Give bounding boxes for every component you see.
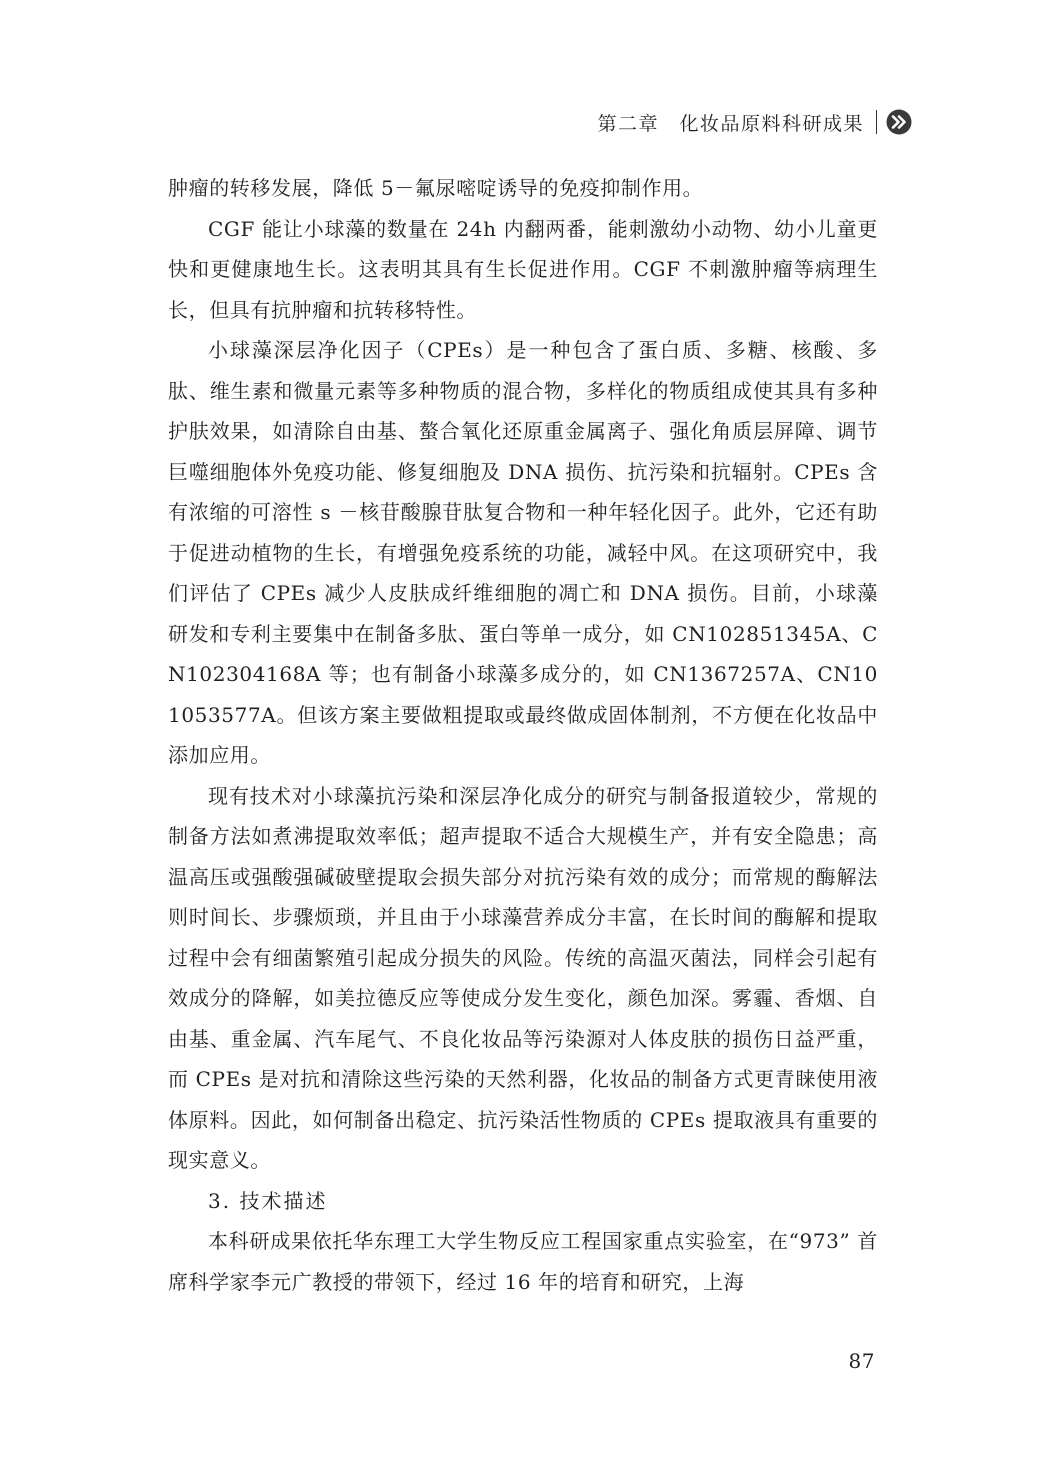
chapter-title: 第二章 化妆品原料科研成果 <box>597 112 864 135</box>
running-header <box>597 106 912 138</box>
section-heading: 3. 技术描述 <box>208 1188 328 1213</box>
paragraph-1: 肿瘤的转移发展，降低 5－氟尿嘧啶诱导的免疫抑制作用。 <box>168 176 704 200</box>
header-divider <box>876 110 877 134</box>
body-text <box>168 168 878 1302</box>
double-chevron-right-icon <box>886 109 912 135</box>
paragraph-3: 小球藻深层净化因子（CPEs）是一种包含了蛋白质、多糖、核酸、多肽、维生素和微量元素等多种物质的混合物，多样化的物质组成使其具有多种护肤效果，如清除自由基、螯合氧化还原重金属离子、强化角质层屏障、调节巨噬细胞体外免疫功能、修复细胞及 DNA 损伤、抗污染和抗辐射。CPEs 含有浓缩的可溶性 s －核苷酸腺苷肽复合物和一种年轻化因子。此外，它还有助于促进动植物的生长，有增强免疫系统的功能，减轻中风。在这项研究中，我们评估了 CPEs 减少人皮肤成纤维细胞的凋亡和 DNA 损伤。目前，小球藻研发和专利主要集中在制备多肽、蛋白等单一成分，如 CN102851345A、CN102304168A 等；也有制备小球藻多成分的，如 CN1367257A、CN101053577A。但该方案主要做粗提取或最终做成固体制剂，不方便在化妆品中添加应用。 <box>168 338 878 767</box>
paragraph-5: 本科研成果依托华东理工大学生物反应工程国家重点实验室，在“973” 首席科学家李元广教授的带领下，经过 16 年的培育和研究，上海 <box>168 1229 878 1294</box>
page-number: 87 <box>848 1349 875 1373</box>
paragraph-4: 现有技术对小球藻抗污染和深层净化成分的研究与制备报道较少，常规的制备方法如煮沸提取效率低；超声提取不适合大规模生产，并有安全隐患；高温高压或强酸强碱破壁提取会损失部分对抗污染有效的成分；而常规的酶解法则时间长、步骤烦琐，并且由于小球藻营养成分丰富，在长时间的酶解和提取过程中会有细菌繁殖引起成分损失的风险。传统的高温灭菌法，同样会引起有效成分的降解，如美拉德反应等使成分发生变化，颜色加深。雾霾、香烟、自由基、重金属、汽车尾气、不良化妆品等污染源对人体皮肤的损伤日益严重，而 CPEs 是对抗和清除这些污染的天然利器，化妆品的制备方式更青睐使用液体原料。因此，如何制备出稳定、抗污染活性物质的 CPEs 提取液具有重要的现实意义。 <box>168 783 878 1172</box>
paragraph-2: CGF 能让小球藻的数量在 24h 内翻两番，能刺激幼小动物、幼小儿童更快和更健康地生长。这表明其具有生长促进作用。CGF 不刺激肿瘤等病理生长，但具有抗肿瘤和抗转移特性。 <box>168 216 878 322</box>
